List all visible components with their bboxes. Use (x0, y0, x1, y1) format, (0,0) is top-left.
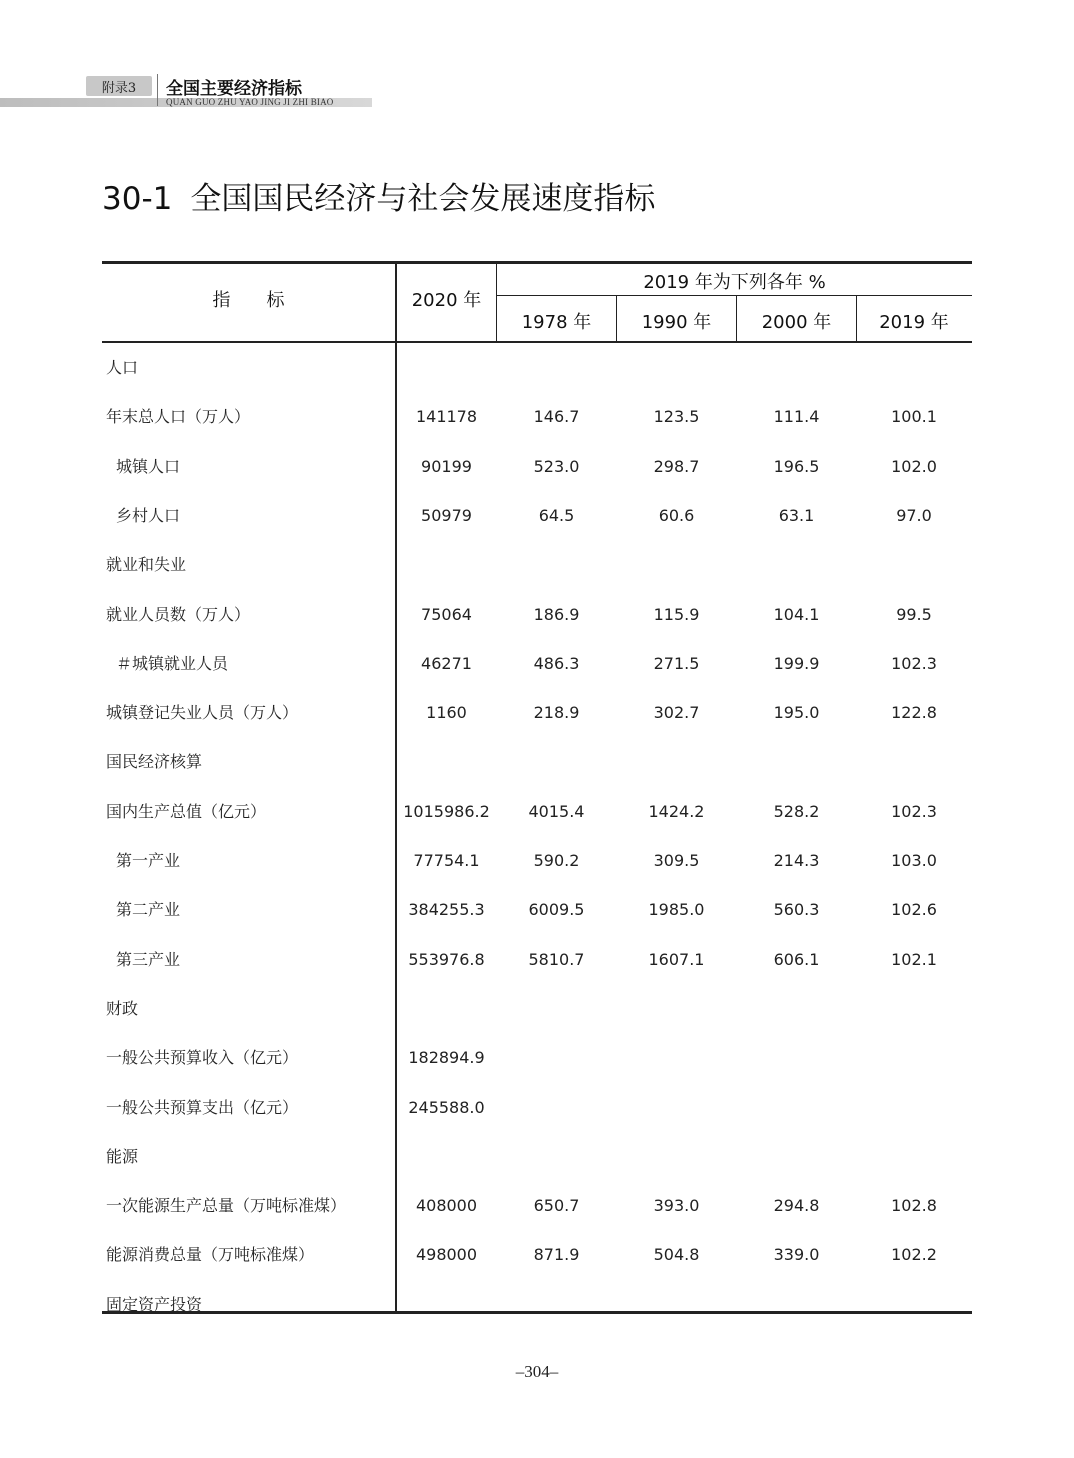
table-cell: 302.7 (653, 703, 700, 722)
table-cell: 4015.4 (528, 802, 585, 821)
row-label: 第二产业 (116, 900, 181, 919)
table-cell: 60.6 (658, 506, 695, 525)
header-subtitle: QUAN GUO ZHU YAO JING JI ZHI BIAO (166, 97, 334, 107)
header-divider (157, 74, 158, 106)
table-cell: 294.8 (773, 1196, 820, 1215)
table-cell: 309.5 (653, 851, 700, 870)
table-cell: 408000 (415, 1196, 478, 1215)
table-top-rule (102, 261, 972, 264)
row-label: 城镇登记失业人员（万人） (106, 703, 299, 722)
table-title: 全国国民经济与社会发展速度指标 (190, 181, 656, 217)
table-cell: 141178 (415, 407, 478, 426)
header-group-rule (497, 295, 972, 296)
header-1978: 1978 年 (521, 312, 592, 333)
table-cell: 245588.0 (408, 1098, 485, 1117)
table-cell: 102.3 (891, 802, 937, 821)
table-cell: 199.9 (773, 654, 820, 673)
header-2020: 2020 年 (411, 290, 482, 311)
table-cell: 196.5 (773, 457, 820, 476)
row-label: 第一产业 (116, 851, 181, 870)
table-cell: 298.7 (653, 457, 700, 476)
table-cell: 77754.1 (413, 851, 480, 870)
row-label: 国民经济核算 (106, 752, 203, 771)
page-title (102, 173, 655, 218)
header-2019: 2019 年 (879, 312, 949, 333)
row-label: 城镇人口 (116, 457, 181, 476)
table-cell: 46271 (421, 654, 472, 673)
table-cell: 504.8 (653, 1245, 700, 1264)
table-cell: 102.2 (891, 1245, 937, 1264)
table-cell: 102.0 (891, 457, 937, 476)
row-label: 国内生产总值（亿元） (106, 802, 267, 821)
table-cell: 1424.2 (648, 802, 705, 821)
table-cell: 90199 (421, 457, 472, 476)
table-cell: 1015986.2 (403, 802, 490, 821)
row-label: 就业人员数（万人） (106, 605, 251, 624)
row-label: 财政 (106, 999, 139, 1018)
table-number: 30-1 (102, 181, 173, 217)
page-number: –304– (515, 1362, 559, 1381)
table-cell: 486.3 (533, 654, 580, 673)
header-2000: 2000 年 (761, 312, 832, 333)
table-cell: 186.9 (533, 605, 580, 624)
table-cell: 102.8 (891, 1196, 937, 1215)
table-cell: 590.2 (533, 851, 580, 870)
table-cell: 102.3 (891, 654, 937, 673)
row-label: 一次能源生产总量（万吨标准煤） (106, 1196, 347, 1215)
row-label: 能源消费总量（万吨标准煤） (106, 1245, 315, 1264)
table-cell: 523.0 (533, 457, 580, 476)
table-cell: 111.4 (773, 407, 820, 426)
row-label: 一般公共预算收入（亿元） (106, 1048, 299, 1067)
table-cell: 498000 (415, 1245, 478, 1264)
table-cell: 195.0 (773, 703, 820, 722)
row-label: 人口 (106, 358, 139, 377)
table-cell: 64.5 (538, 506, 575, 525)
table-cell: 50979 (421, 506, 472, 525)
table-cell: 102.6 (891, 900, 937, 919)
table-cell: 123.5 (653, 407, 700, 426)
table-cell: 6009.5 (528, 900, 585, 919)
table-cell: 97.0 (896, 506, 932, 525)
row-label: 乡村人口 (116, 506, 181, 525)
table-cell: 271.5 (653, 654, 700, 673)
table-cell: 560.3 (773, 900, 820, 919)
table-cell: 384255.3 (408, 900, 485, 919)
table-cell: 115.9 (653, 605, 700, 624)
table-cell: 104.1 (773, 605, 820, 624)
table-cell: 63.1 (778, 506, 815, 525)
header-indicator: 指 标 (212, 290, 285, 311)
header-group: 2019 年为下列各年 % (643, 272, 826, 293)
table-cell: 99.5 (896, 605, 932, 624)
table-cell: 871.9 (533, 1245, 580, 1264)
table-cell: 100.1 (891, 407, 937, 426)
row-label: 就业和失业 (106, 555, 187, 574)
table-cell: 5810.7 (528, 950, 585, 969)
appendix-tag: 附录3 (86, 76, 152, 96)
table-cell: 102.1 (891, 950, 937, 969)
header-1990: 1990 年 (641, 312, 712, 333)
table-cell: 1985.0 (648, 900, 705, 919)
table-cell: 103.0 (891, 851, 937, 870)
table-cell: 1160 (426, 703, 467, 722)
table-cell: 393.0 (653, 1196, 700, 1215)
row-label: 年末总人口（万人） (106, 407, 251, 426)
table-cell: 218.9 (533, 703, 580, 722)
table-cell: 650.7 (533, 1196, 580, 1215)
table-cell: 606.1 (773, 950, 820, 969)
row-label: 第三产业 (116, 950, 181, 969)
table-cell: 214.3 (773, 851, 820, 870)
row-label: 固定资产投资 (106, 1295, 203, 1314)
table-cell: 1607.1 (648, 950, 705, 969)
row-label: 一般公共预算支出（亿元） (106, 1098, 299, 1117)
table-cell: 122.8 (891, 703, 937, 722)
table-cell: 339.0 (773, 1245, 820, 1264)
table-cell: 75064 (421, 605, 472, 624)
table-cell: 182894.9 (408, 1048, 485, 1067)
row-label: 能源 (106, 1147, 139, 1166)
table-cell: 146.7 (533, 407, 580, 426)
row-label: ＃城镇就业人员 (116, 654, 229, 673)
header-title: 全国主要经济指标 (166, 79, 302, 99)
table-cell: 528.2 (773, 802, 820, 821)
table-cell: 553976.8 (408, 950, 485, 969)
